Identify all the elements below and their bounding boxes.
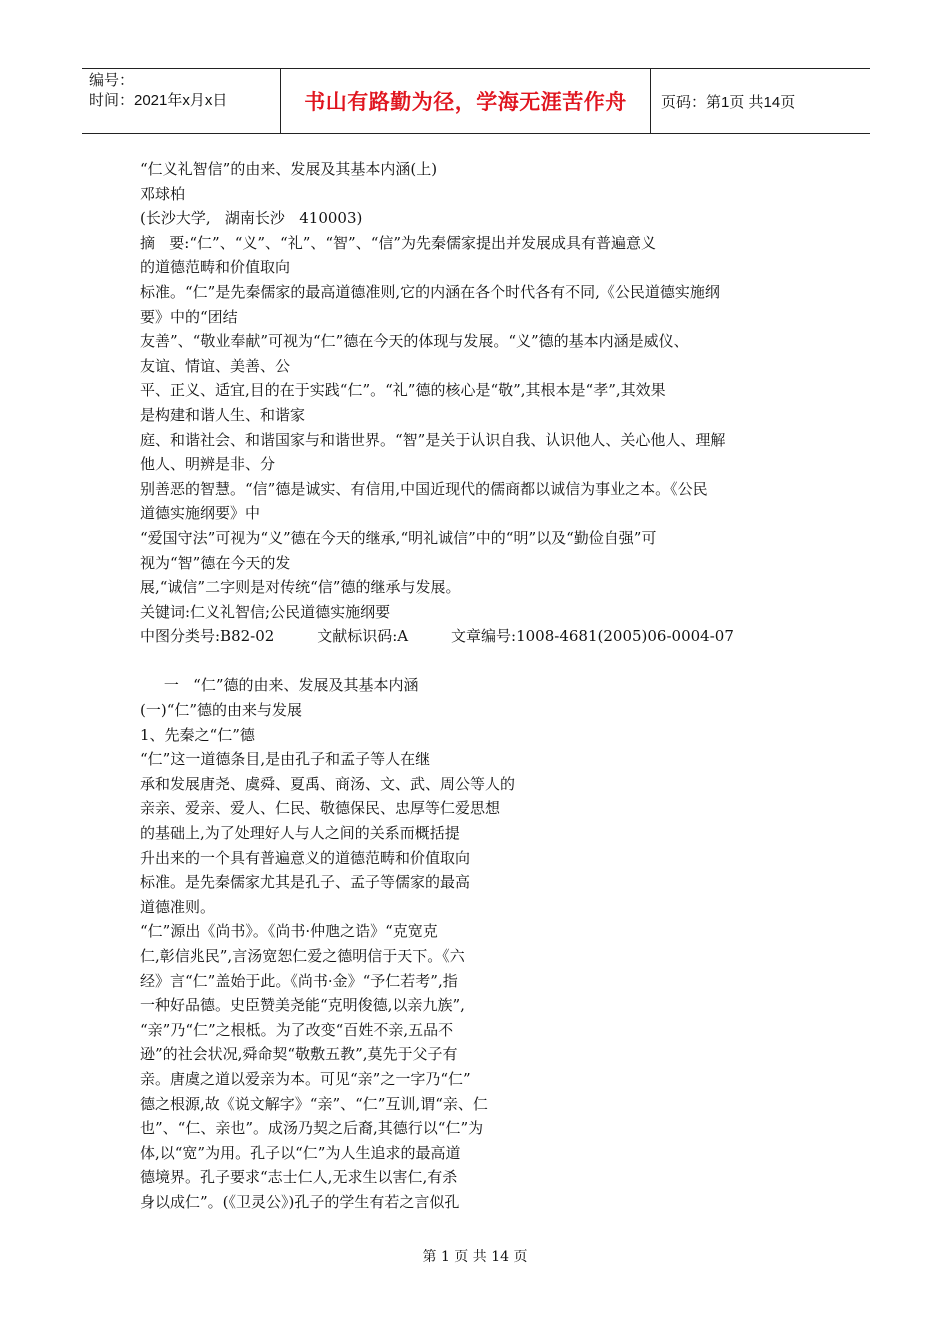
text-line: 身以成仁”。(《卫灵公》)孔子的学生有若之言似孔 <box>140 1192 460 1211</box>
page-footer: 第 1 页 共 14 页 <box>422 1249 528 1265</box>
text-line: 经》言“仁”盖始于此。《尚书·金》“予仁若考”,指 <box>140 971 458 990</box>
text-line: 别善恶的智慧。“信”德是诚实、有信用,中国近现代的儒商都以诚信为事业之本。《公民 <box>140 479 708 498</box>
text-line: 友善”、“敬业奉献”可视为“仁”德在今天的体现与发展。“义”德的基本内涵是威仪、 <box>140 332 689 351</box>
text-line: 是构建和谐人生、和谐家 <box>140 405 306 424</box>
text-line: “仁”这一道德条目,是由孔子和孟子等人在继 <box>140 750 431 769</box>
text-line: 关键词:仁义礼智信;公民道德实施纲要 <box>140 602 391 621</box>
text-line: 德之根源,故《说文解字》“亲”、“仁”互训,谓“亲、仁 <box>140 1094 488 1113</box>
text-line: 一 “仁”德的由来、发展及其基本内涵 <box>140 676 419 695</box>
text-line: “亲”乃“仁”之根柢。为了改变“百姓不亲,五品不 <box>140 1020 454 1039</box>
text-line: 承和发展唐尧、虞舜、夏禹、商汤、文、武、周公等人的 <box>140 774 516 793</box>
text-line: 德境界。孔子要求“志士仁人,无求生以害仁,有杀 <box>140 1168 458 1187</box>
text-line: 邓球柏 <box>140 184 186 203</box>
text-line: “仁”源出《尚书》。《尚书·仲虺之诰》“克宽克 <box>140 922 438 941</box>
text-line: 标准。“仁”是先秦儒家的最高道德准则,它的内涵在各个时代各有不同,《公民道德实施纲 <box>140 282 720 301</box>
time-label: 时间：2021年x月x日 <box>89 92 228 109</box>
text-line: 升出来的一个具有普遍意义的道德范畴和价值取向 <box>140 848 471 867</box>
text-line: 的道德范畴和价值取向 <box>140 258 291 277</box>
text-line: 友谊、情谊、美善、公 <box>140 356 291 375</box>
document-body <box>140 157 820 1215</box>
text-line: (长沙大学, 湖南长沙 410003) <box>140 209 363 228</box>
text-line: 1、先秦之“仁”德 <box>140 725 255 744</box>
number-label: 编号： <box>89 72 135 89</box>
text-line <box>140 649 820 674</box>
header-motto: 书山有路勤为径，学海无涯苦作舟 <box>281 69 651 133</box>
text-line: 标准。是先秦儒家尤其是孔子、孟子等儒家的最高 <box>140 873 471 892</box>
text-line: “仁义礼智信”的由来、发展及其基本内涵(上) <box>140 160 438 178</box>
text-line: 也”、“仁、亲也”。成汤乃契之后裔,其德行以“仁”为 <box>140 1119 484 1138</box>
page-header <box>82 68 870 134</box>
text-line: 仁,彰信兆民”,言汤宽恕仁爱之德明信于天下。《六 <box>140 947 465 965</box>
text-line: 展,“诚信”二字则是对传统“信”德的继承与发展。 <box>140 578 461 597</box>
text-line: 亲。唐虞之道以爱亲为本。可见“亲”之一字乃“仁” <box>140 1069 471 1088</box>
text-line: 逊”的社会状况,舜命契“敬敷五教”,莫先于父子有 <box>140 1045 458 1064</box>
text-line: 平、正义、适宜,目的在于实践“仁”。“礼”德的核心是“敬”,其根本是“孝”,其效果 <box>140 381 666 400</box>
header-page-info: 页码：第1页 共14页 <box>661 93 796 111</box>
header-meta <box>82 69 281 133</box>
text-line: 的基础上,为了处理好人与人之间的关系而概括提 <box>140 824 460 843</box>
text-line: 他人、明辨是非、分 <box>140 455 276 474</box>
text-line: “爱国守法”可视为“义”德在今天的继承,“明礼诚信”中的“明”以及“勤俭自强”可 <box>140 528 657 547</box>
text-line: 视为“智”德在今天的发 <box>140 553 291 572</box>
text-line: 庭、和谐社会、和谐国家与和谐世界。“智”是关于认识自我、认识他人、关心他人、理解 <box>140 430 726 449</box>
text-line: 道德准则。 <box>140 897 216 916</box>
text-line: 体,以“宽”为用。孔子以“仁”为人生追求的最高道 <box>140 1143 461 1162</box>
text-line: 摘 要:“仁”、“义”、“礼”、“智”、“信”为先秦儒家提出并发展成具有普遍意义 <box>140 233 657 252</box>
text-line: (一)“仁”德的由来与发展 <box>140 701 303 720</box>
text-line: 一种好品德。史臣赞美尧能“克明俊德,以亲九族”, <box>140 996 465 1015</box>
text-line: 要》中的“团结 <box>140 307 238 326</box>
text-line: 道德实施纲要》中 <box>140 504 261 523</box>
text-line: 中图分类号:B82-02 文献标识码:A 文章编号:1008-4681(2005)06-0004-07 <box>140 627 734 646</box>
text-line: 亲亲、爱亲、爱人、仁民、敬德保民、忠厚等仁爱思想 <box>140 799 501 818</box>
